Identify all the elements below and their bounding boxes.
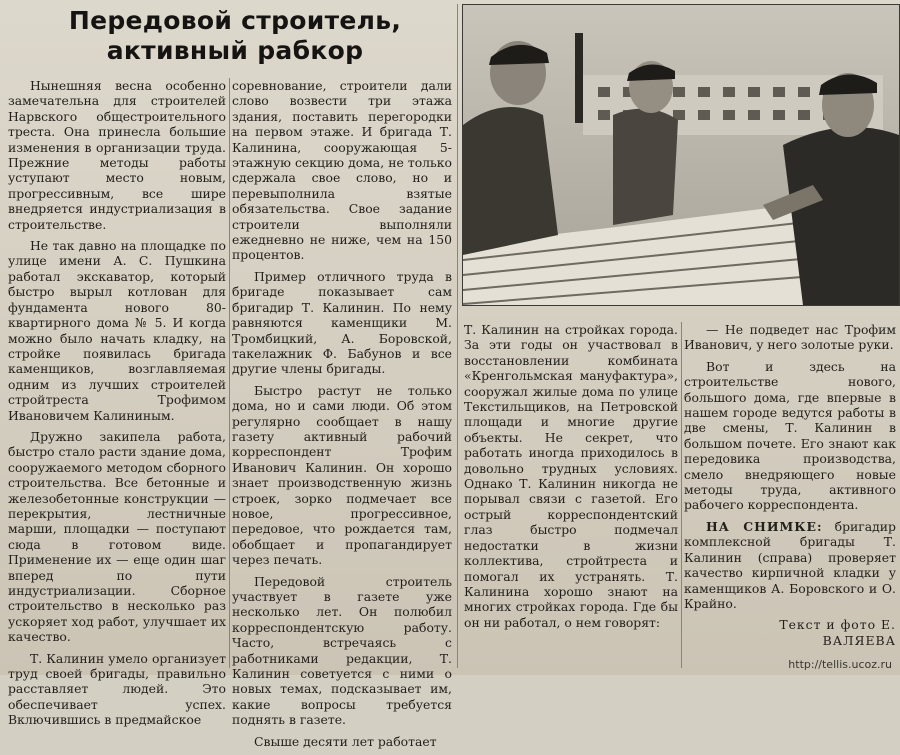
- headline-line-1: Передовой строитель,: [68, 6, 402, 35]
- paragraph: соревнование, строители дали слово возвести три этажа здания, поставить перегородки на первом этаже. И бригада Т. Калинина, сооружающая 5-этажную секцию дома, не только сдержала свое слово, но и перевыполнила взятые обязательства. Свое задание строители выполняли ежедневно не ниже, чем на 150 процентов.: [232, 78, 452, 263]
- paragraph: Т. Калинин умело организует труд своей бригады, правильно расставляет людей. Это обеспечивает успех. Включившись в предмайское: [8, 650, 226, 728]
- paragraph: Нынешняя весна особенно замечательна для строителей Нарвского общестроительного треста. Она принесла большие изменения в организации труда. Прежние методы работы уступают место новым, прогрессивным, все шире внедряется индустриализация в строительстве.: [8, 78, 226, 232]
- news-photo: [462, 4, 900, 306]
- text-column-4: [684, 322, 896, 654]
- article-headline: [40, 6, 430, 66]
- paragraph: Свыше десяти лет работает: [254, 733, 437, 749]
- paragraph: Т. Калинин на стройках города. За эти годы он участвовал в восстановлении комбината «Кренгольмская мануфактура», сооружал жилые дома по улице Текстильщиков, на Петровской площади и многие другие объекты. Не секрет, что работать иногда приходилось в довольно трудных условиях. Однако Т. Калинин никогда не порывал связи с газетой. Его острый корреспондентский глаз быстро подмечал недостатки в жизни коллектива, стройтреста и помогал их устранять. Т. Калинина хорошо знают на многих стройках города. Где бы он ни работал, о нем говорят:: [464, 322, 678, 630]
- paragraph: Не так давно на площадке по улице имени А. С. Пушкина работал экскаватор, который быстро вырыл котлован для фундамента нового 80-квартирного дома № 5. И когда можно было начать кладку, на стройке появилась бригада каменщиков, возглавляемая одним из лучших строителей стройтреста Трофимом Ивановичем Калининым.: [8, 238, 226, 423]
- caption-label: НА СНИМКЕ:: [706, 518, 823, 534]
- headline-line-2: активный рабкор: [106, 36, 364, 65]
- paragraph: Дружно закипела работа, быстро стало расти здание дома, сооружаемого методом сборного строительства. Все бетонные и железобетонные конструкции — перекрытия, лестничные марши, площадки — поступают сюда в готовом виде. Применение их — еще один шаг вперед по пути индустриализации. Сборное строительство в несколько раз ускоряет ход работ, улучшает их качество.: [8, 428, 226, 645]
- photo-caption: [684, 519, 896, 611]
- source-watermark: http://tellis.ucoz.ru: [788, 658, 892, 671]
- column-rule: [229, 78, 230, 668]
- paragraph: Быстро растут не только дома, но и сами люди. Об этом регулярно сообщает в нашу газету активный рабочий корреспондент Трофим Иванович Калинин. Он хорошо знает производственную жизнь строек, зорко подмечает все новое, прогрессивное, передовое, что рождается там, обобщает и пропагандирует через печать.: [232, 382, 452, 568]
- text-column-3: [464, 322, 678, 636]
- text-column-1: [8, 78, 226, 734]
- author-signature: Текст и фото Е. ВАЛЯЕВА: [779, 617, 896, 648]
- photo-bricklayers-image: [463, 5, 899, 305]
- paragraph: Вот и здесь на строительстве нового, большого дома, где впервые в нашем городе ведутся работы в две смены, Т. Калинин в большом почете. Его знают как передовика производства, смело внедряющего новые методы труда, активного рабочего корреспондента.: [684, 358, 896, 513]
- column-rule: [457, 4, 458, 668]
- text-column-2: [232, 78, 452, 755]
- column-rule: [681, 322, 682, 668]
- paragraph: Передовой строитель участвует в газете уже несколько лет. Он полюбил корреспондентскую работу. Часто, встречаясь с работниками редакции, Т. Калинин советуется с ними о новых темах, подсказывает им, какие вопросы требуется поднять в газете.: [232, 573, 452, 728]
- paragraph: Пример отличного труда в бригаде показывает сам бригадир Т. Калинин. По нему равняются каменщики М. Тромбицкий, А. Боровской, такелажник Ф. Бабунов и все другие члены бригады.: [232, 268, 452, 377]
- caption-text: бригадир комплексной бригады Т. Калинин (справа) проверяет качество кирпичной кладки у каменщиков А. Боровского и О. Крайно.: [684, 518, 896, 611]
- paragraph: — Не подведет нас Трофим Иванович, у него золотые руки.: [684, 322, 896, 353]
